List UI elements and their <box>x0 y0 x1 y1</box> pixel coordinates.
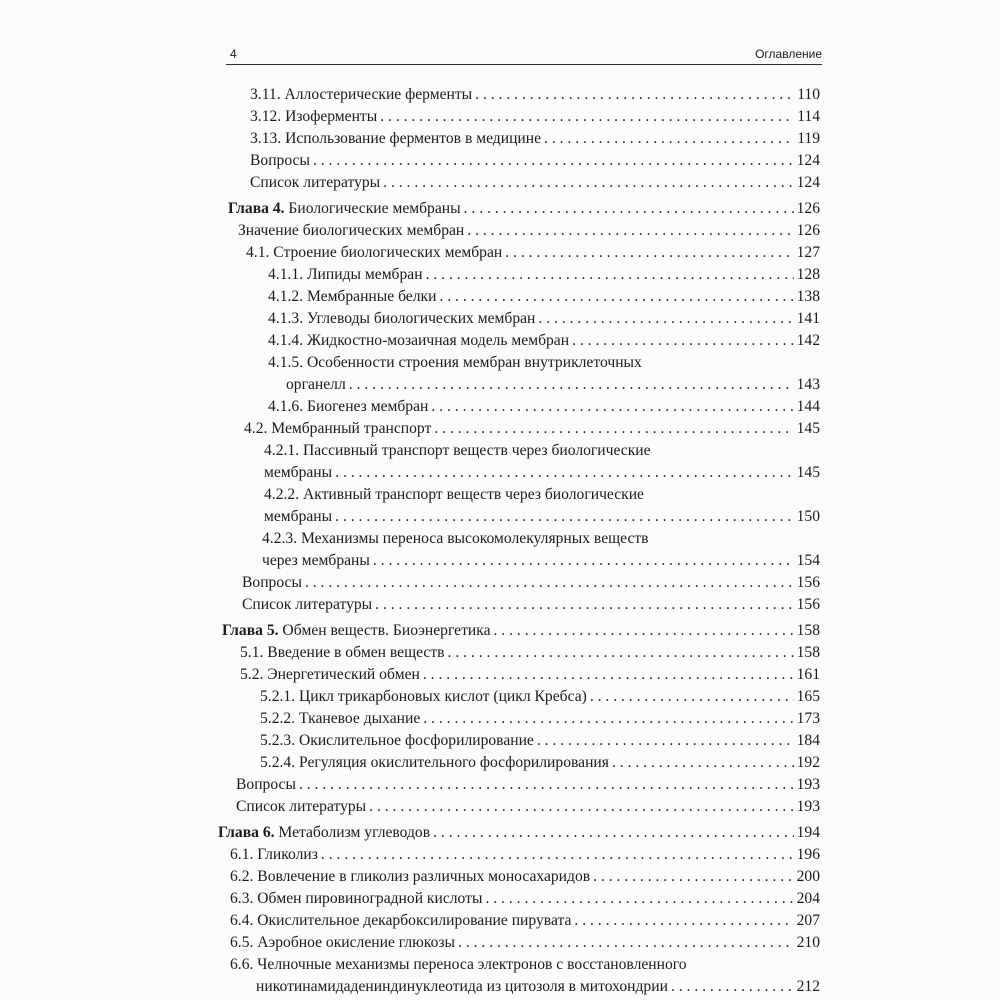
toc-entry-title: Список литературы <box>236 798 367 815</box>
toc-entry-page: 192 <box>796 754 820 771</box>
toc-entry-page: 210 <box>796 934 820 951</box>
toc-entry-title-line1: 4.2.2. Активный транспорт веществ через биологические <box>264 486 644 503</box>
toc-entry-page: 142 <box>796 332 820 349</box>
running-title: Оглавление <box>755 47 822 61</box>
chapter-label: Глава 6. <box>218 824 275 841</box>
toc-entry-page: 200 <box>796 868 820 885</box>
toc-entry-title: 3.12. Изоферменты <box>250 108 378 125</box>
toc-entry <box>230 844 820 866</box>
toc-entry-title: 4.2. Мембранный транспорт <box>244 420 432 437</box>
toc-entry-page: 114 <box>797 108 820 125</box>
toc-entry <box>268 330 820 352</box>
toc-entry-title: Метаболизм углеводов <box>274 824 431 841</box>
toc-entry-title: 4.1. Строение биологических мембран <box>246 244 503 261</box>
toc-entry <box>264 484 820 528</box>
toc-entry-title-line1: 4.2.3. Механизмы переноса высокомолекулярных веществ <box>262 530 649 547</box>
toc-entry-page: 119 <box>797 130 820 147</box>
toc-entry <box>244 418 820 440</box>
toc-entry-page: 124 <box>796 174 820 191</box>
toc-entry <box>242 594 820 616</box>
toc-entry-page: 110 <box>797 86 820 103</box>
toc-entry <box>260 686 820 708</box>
toc-entry-page: 212 <box>796 978 820 995</box>
toc-entry-page: 126 <box>796 222 820 239</box>
toc-entry-title: Значение биологических мембран <box>238 222 465 239</box>
toc-entry <box>230 954 820 998</box>
toc-entry-title: Список литературы <box>242 596 373 613</box>
toc-entry-page: 173 <box>796 710 820 727</box>
toc-entry-page: 150 <box>796 508 820 525</box>
toc-entry <box>260 730 820 752</box>
toc-entry <box>250 84 820 106</box>
toc-entry-title: Вопросы <box>236 776 296 793</box>
toc-entry-page: 128 <box>796 266 820 283</box>
toc-entry <box>264 440 820 484</box>
toc-chapter-entry <box>222 620 820 642</box>
toc-entry-title: через мембраны <box>262 552 370 569</box>
toc-entry-page: 193 <box>796 798 820 815</box>
toc-entry <box>268 286 820 308</box>
toc-entry-title-line1: 6.6. Челночные механизмы переноса электронов с восстановленного <box>230 956 687 973</box>
toc-entry-page: 193 <box>796 776 820 793</box>
toc-entry-page: 145 <box>796 464 820 481</box>
toc-entry-page: 207 <box>796 912 820 929</box>
toc-entry-title-line1: 4.2.1. Пассивный транспорт веществ через биологические <box>264 442 651 459</box>
toc-entry <box>230 932 820 954</box>
toc-entry-title: 5.2.1. Цикл трикарбоновых кислот (цикл Кребса) <box>260 688 587 705</box>
toc-entry-page: 145 <box>796 420 820 437</box>
chapter-label: Глава 5. <box>222 622 279 639</box>
toc-entry <box>230 910 820 932</box>
toc-entry-title: 4.1.6. Биогенез мембран <box>268 398 429 415</box>
toc-entry-title: 4.1.3. Углеводы биологических мембран <box>268 310 536 327</box>
toc-entry-page: 124 <box>796 152 820 169</box>
toc-entry-title: 4.1.2. Мембранные белки <box>268 288 437 305</box>
toc-entry <box>230 888 820 910</box>
toc-chapter-entry <box>228 198 820 220</box>
toc-entry <box>250 128 820 150</box>
toc-entry-page: 158 <box>796 622 820 639</box>
toc-entry-page: 204 <box>796 890 820 907</box>
toc-entry-title: 6.2. Вовлечение в гликолиз различных моносахаридов <box>230 868 591 885</box>
toc-entry-title-line1: 4.1.5. Особенности строения мембран внутриклеточных <box>268 354 642 371</box>
toc-chapter-entry <box>218 822 820 844</box>
toc-entry <box>246 242 820 264</box>
toc-entry-title: Вопросы <box>242 574 302 591</box>
toc-entry-title: 3.11. Аллостерические ферменты <box>250 86 473 103</box>
toc-entry-page: 154 <box>796 552 820 569</box>
toc-entry-title: мембраны <box>264 464 333 481</box>
toc-entry <box>240 642 820 664</box>
toc-entry-title: 4.1.4. Жидкостно-мозаичная модель мембран <box>268 332 570 349</box>
toc-entry <box>238 220 820 242</box>
toc-entry-page: 138 <box>796 288 820 305</box>
toc-entry-page: 141 <box>796 310 820 327</box>
toc-entry-title: 5.2.4. Регуляция окислительного фосфорилирования <box>260 754 609 771</box>
toc-entry <box>236 796 820 818</box>
toc-entry-title: органелл <box>286 376 346 393</box>
toc-entry <box>268 396 820 418</box>
toc-entry <box>250 172 820 194</box>
toc-entry-page: 184 <box>796 732 820 749</box>
toc-entry <box>240 664 820 686</box>
toc-entry-title: 6.5. Аэробное окисление глюкозы <box>230 934 456 951</box>
toc-entry-title: 5.2.3. Окислительное фосфорилирование <box>260 732 534 749</box>
toc-entry-title: Вопросы <box>250 152 310 169</box>
toc-entry <box>260 708 820 730</box>
toc-entry <box>250 106 820 128</box>
toc-entry-page: 161 <box>796 666 820 683</box>
toc-entry-page: 126 <box>796 200 820 217</box>
toc-entry-page: 144 <box>796 398 820 415</box>
toc-entry <box>236 774 820 796</box>
toc-entry-page: 127 <box>796 244 820 261</box>
toc-entry-page: 194 <box>796 824 820 841</box>
toc-entry-title: 6.1. Гликолиз <box>230 846 318 863</box>
toc-entry-title: 5.2. Энергетический обмен <box>240 666 420 683</box>
toc-entry-title: 4.1.1. Липиды мембран <box>268 266 423 283</box>
toc-entry-page: 143 <box>796 376 820 393</box>
toc-entry-title: 6.3. Обмен пировиноградной кислоты <box>230 890 483 907</box>
toc-entry <box>268 264 820 286</box>
toc-entry-title: 5.2.2. Тканевое дыхание <box>260 710 421 727</box>
toc-entry <box>262 528 820 572</box>
toc-entry <box>268 352 820 396</box>
toc-entry-title: Биологические мембраны <box>284 200 461 217</box>
toc-entry-page: 158 <box>796 644 820 661</box>
toc-entry-title: мембраны <box>264 508 333 525</box>
toc-entry <box>242 572 820 594</box>
page-number: 4 <box>230 47 237 61</box>
toc-entry-title: Список литературы <box>250 174 381 191</box>
toc-entry <box>230 866 820 888</box>
chapter-label: Глава 4. <box>228 200 285 217</box>
toc-entry-title: 5.1. Введение в обмен веществ <box>240 644 445 661</box>
toc-entry-page: 156 <box>796 596 820 613</box>
toc-entry-title: Обмен веществ. Биоэнергетика <box>278 622 491 639</box>
toc-entry <box>260 752 820 774</box>
toc-entry-page: 156 <box>796 574 820 591</box>
toc-entry-title: 6.4. Окислительное декарбоксилирование пирувата <box>230 912 572 929</box>
toc-entry <box>268 308 820 330</box>
toc-entry-title: никотинамидадениндинуклеотида из цитозоля в митохондрии <box>256 978 668 995</box>
toc-entry <box>250 150 820 172</box>
toc-entry-title: 3.13. Использование ферментов в медицине <box>250 130 542 147</box>
toc-entry-page: 196 <box>796 846 820 863</box>
toc-entry-page: 165 <box>796 688 820 705</box>
